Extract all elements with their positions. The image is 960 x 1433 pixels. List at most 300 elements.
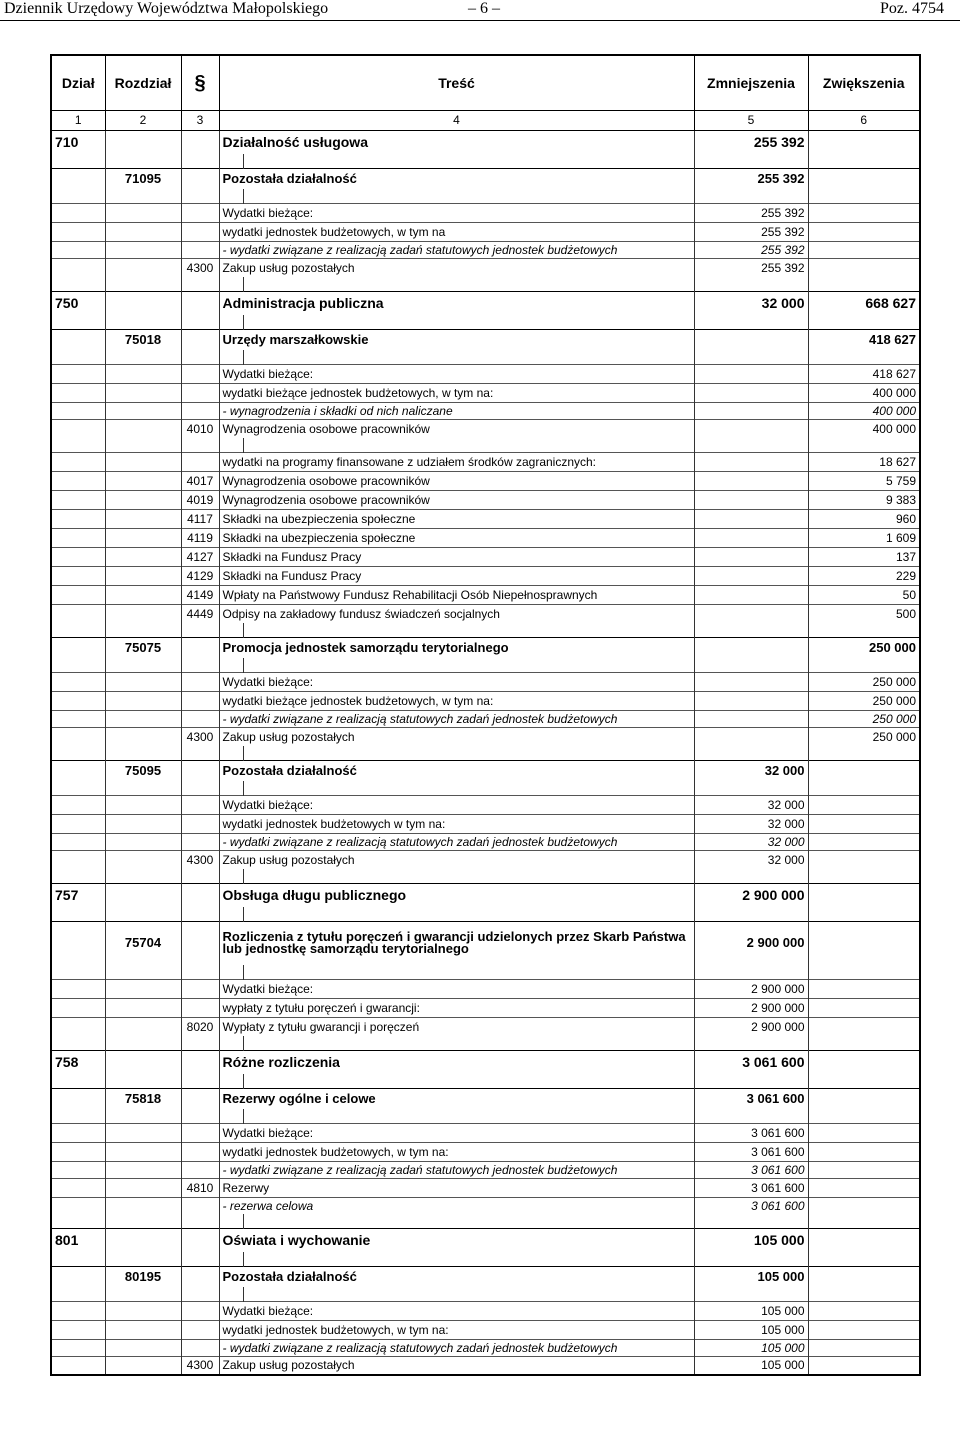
zmniejszenia-cell <box>694 637 808 658</box>
table-row <box>51 921 920 965</box>
rozdzial-cell: 75018 <box>105 329 181 350</box>
paragraf-cell <box>181 222 219 241</box>
rozdzial-cell: 75818 <box>105 1088 181 1109</box>
zwiekszenia-cell <box>808 998 920 1017</box>
zwiekszenia-cell <box>808 1214 920 1228</box>
tresc-cell: Składki na ubezpieczenia społeczne <box>219 528 694 547</box>
table-row <box>51 1017 920 1036</box>
spacer-row <box>51 1214 920 1228</box>
zwiekszenia-cell <box>808 315 920 329</box>
zmniejszenia-cell <box>694 364 808 383</box>
rozdzial-cell <box>105 998 181 1017</box>
zmniejszenia-cell: 3 061 600 <box>694 1142 808 1161</box>
zwiekszenia-cell <box>808 623 920 637</box>
zmniejszenia-cell <box>694 547 808 566</box>
zwiekszenia-cell <box>808 965 920 979</box>
zmniejszenia-cell <box>694 907 808 921</box>
rozdzial-cell <box>105 471 181 490</box>
indent-cell <box>219 315 243 329</box>
zmniejszenia-cell <box>694 604 808 623</box>
tresc-cell: Wynagrodzenia osobowe pracowników <box>219 490 694 509</box>
rozdzial-cell <box>105 1074 181 1088</box>
table-row <box>51 509 920 528</box>
paragraf-cell: 4129 <box>181 566 219 585</box>
spacer-row <box>51 1074 920 1088</box>
paragraf-cell <box>181 154 219 168</box>
paragraf-cell <box>181 760 219 781</box>
page-number: – 6 – <box>468 0 500 17</box>
rozdzial-cell <box>105 1320 181 1339</box>
zmniejszenia-cell <box>694 1287 808 1301</box>
spacer-row <box>51 965 920 979</box>
zmniejszenia-cell: 32 000 <box>694 760 808 781</box>
zwiekszenia-cell: 400 000 <box>808 402 920 419</box>
paragraf-cell <box>181 1123 219 1142</box>
zmniejszenia-cell <box>694 350 808 364</box>
zmniejszenia-cell <box>694 471 808 490</box>
dzial-cell <box>51 419 105 438</box>
table-body <box>51 130 920 1375</box>
table-row <box>51 727 920 746</box>
dzial-cell <box>51 383 105 402</box>
table-row <box>51 850 920 869</box>
spacer-row <box>51 438 920 452</box>
zwiekszenia-cell <box>808 658 920 672</box>
zmniejszenia-cell: 105 000 <box>694 1339 808 1356</box>
tresc-cell <box>243 1074 694 1088</box>
dzial-cell <box>51 585 105 604</box>
rozdzial-cell <box>105 241 181 258</box>
dzial-cell <box>51 350 105 364</box>
zmniejszenia-cell <box>694 1036 808 1050</box>
zmniejszenia-cell: 255 392 <box>694 241 808 258</box>
dzial-cell <box>51 727 105 746</box>
paragraf-cell <box>181 921 219 965</box>
col-number: 1 <box>51 110 105 130</box>
dzial-cell <box>51 979 105 998</box>
zmniejszenia-cell: 2 900 000 <box>694 921 808 965</box>
zmniejszenia-cell <box>694 672 808 691</box>
dzial-cell <box>51 1142 105 1161</box>
dzial-cell <box>51 452 105 471</box>
tresc-cell: Wydatki bieżące: <box>219 1123 694 1142</box>
tresc-cell: Administracja publiczna <box>219 291 694 315</box>
paragraf-cell <box>181 979 219 998</box>
dzial-cell <box>51 1214 105 1228</box>
spacer-row <box>51 869 920 883</box>
tresc-cell: Wydatki bieżące: <box>219 1301 694 1320</box>
zmniejszenia-cell: 32 000 <box>694 814 808 833</box>
table-row <box>51 291 920 315</box>
tresc-cell <box>243 623 694 637</box>
tresc-cell: Składki na Fundusz Pracy <box>219 547 694 566</box>
zmniejszenia-cell <box>694 965 808 979</box>
zmniejszenia-cell <box>694 189 808 203</box>
rozdzial-cell <box>105 833 181 850</box>
tresc-cell: Rezerwy ogólne i celowe <box>219 1088 694 1109</box>
dzial-cell <box>51 528 105 547</box>
spacer-row <box>51 154 920 168</box>
tresc-cell: Wydatki bieżące: <box>219 364 694 383</box>
zwiekszenia-cell: 500 <box>808 604 920 623</box>
tresc-cell: - wydatki związane z realizacją zadań statutowych jednostek budżetowych <box>219 1161 694 1178</box>
indent-cell <box>219 189 243 203</box>
paragraf-cell <box>181 1320 219 1339</box>
tresc-cell <box>243 869 694 883</box>
zwiekszenia-cell: 18 627 <box>808 452 920 471</box>
paragraf-cell <box>181 869 219 883</box>
dzial-cell <box>51 760 105 781</box>
indent-cell <box>219 438 243 452</box>
rozdzial-cell <box>105 623 181 637</box>
dzial-cell <box>51 637 105 658</box>
rozdzial-cell <box>105 710 181 727</box>
zwiekszenia-cell: 50 <box>808 585 920 604</box>
zmniejszenia-cell <box>694 277 808 291</box>
zwiekszenia-cell <box>808 241 920 258</box>
tresc-cell: wydatki jednostek budżetowych, w tym na: <box>219 1320 694 1339</box>
zmniejszenia-cell: 32 000 <box>694 833 808 850</box>
zwiekszenia-cell <box>808 869 920 883</box>
column-number-row <box>51 110 920 130</box>
paragraf-cell <box>181 383 219 402</box>
dzial-cell <box>51 1178 105 1197</box>
dzial-cell <box>51 1088 105 1109</box>
paragraf-cell: 4300 <box>181 850 219 869</box>
rozdzial-cell <box>105 1356 181 1375</box>
paragraf-cell <box>181 1036 219 1050</box>
dzial-cell <box>51 1252 105 1266</box>
dzial-cell <box>51 1339 105 1356</box>
zmniejszenia-cell <box>694 623 808 637</box>
rozdzial-cell <box>105 781 181 795</box>
table-row <box>51 222 920 241</box>
paragraf-cell <box>181 1109 219 1123</box>
tresc-cell <box>243 965 694 979</box>
page-header <box>0 0 960 21</box>
dzial-cell: 710 <box>51 130 105 154</box>
zwiekszenia-cell: 9 383 <box>808 490 920 509</box>
spacer-row <box>51 277 920 291</box>
zmniejszenia-cell <box>694 1074 808 1088</box>
spacer-row <box>51 1109 920 1123</box>
dzial-cell <box>51 623 105 637</box>
tresc-cell: Pozostała działalność <box>219 1266 694 1287</box>
zwiekszenia-cell: 250 000 <box>808 691 920 710</box>
tresc-cell: Rezerwy <box>219 1178 694 1197</box>
dzial-cell <box>51 795 105 814</box>
zmniejszenia-cell: 2 900 000 <box>694 883 808 907</box>
paragraf-cell <box>181 1161 219 1178</box>
paragraf-cell <box>181 781 219 795</box>
zwiekszenia-cell <box>808 795 920 814</box>
paragraf-cell <box>181 1088 219 1109</box>
dzial-cell: 750 <box>51 291 105 315</box>
indent-cell <box>219 907 243 921</box>
dzial-cell <box>51 364 105 383</box>
zwiekszenia-cell <box>808 203 920 222</box>
tresc-cell: Urzędy marszałkowskie <box>219 329 694 350</box>
rozdzial-cell <box>105 350 181 364</box>
tresc-cell: Zakup usług pozostałych <box>219 258 694 277</box>
zwiekszenia-cell <box>808 814 920 833</box>
paragraf-cell <box>181 241 219 258</box>
paragraf-cell <box>181 168 219 189</box>
tresc-cell: Rozliczenia z tytułu poręczeń i gwarancji udzielonych przez Skarb Państwa lub jednostkę samorządu terytorialnego <box>219 921 694 965</box>
zwiekszenia-cell <box>808 1109 920 1123</box>
dzial-cell <box>51 1161 105 1178</box>
spacer-row <box>51 315 920 329</box>
tresc-cell: wypłaty z tytułu poręczeń i gwarancji: <box>219 998 694 1017</box>
table-row <box>51 998 920 1017</box>
zmniejszenia-cell: 105 000 <box>694 1301 808 1320</box>
zwiekszenia-cell <box>808 1161 920 1178</box>
indent-cell <box>219 781 243 795</box>
paragraf-cell: 4119 <box>181 528 219 547</box>
zmniejszenia-cell: 32 000 <box>694 850 808 869</box>
zwiekszenia-cell <box>808 1320 920 1339</box>
tresc-cell <box>243 658 694 672</box>
rozdzial-cell <box>105 1161 181 1178</box>
zwiekszenia-cell: 960 <box>808 509 920 528</box>
paragraf-cell <box>181 1252 219 1266</box>
table-row <box>51 419 920 438</box>
paragraf-cell <box>181 637 219 658</box>
rozdzial-cell <box>105 130 181 154</box>
tresc-cell <box>243 315 694 329</box>
zwiekszenia-cell <box>808 979 920 998</box>
dzial-cell <box>51 1301 105 1320</box>
table-row <box>51 452 920 471</box>
tresc-cell <box>243 1287 694 1301</box>
dzial-cell <box>51 154 105 168</box>
zmniejszenia-cell: 3 061 600 <box>694 1123 808 1142</box>
table-row <box>51 1142 920 1161</box>
table-row <box>51 1228 920 1252</box>
paragraf-cell <box>181 907 219 921</box>
rozdzial-cell <box>105 883 181 907</box>
rozdzial-cell <box>105 1339 181 1356</box>
tresc-cell: Obsługa długu publicznego <box>219 883 694 907</box>
paragraf-cell <box>181 1228 219 1252</box>
zwiekszenia-cell <box>808 1339 920 1356</box>
rozdzial-cell <box>105 402 181 419</box>
table-row <box>51 637 920 658</box>
paragraf-cell <box>181 795 219 814</box>
zwiekszenia-cell: 400 000 <box>808 383 920 402</box>
rozdzial-cell <box>105 1287 181 1301</box>
zwiekszenia-cell: 137 <box>808 547 920 566</box>
zwiekszenia-cell: 250 000 <box>808 727 920 746</box>
zmniejszenia-cell <box>694 585 808 604</box>
tresc-cell: - wynagrodzenia i składki od nich naliczane <box>219 402 694 419</box>
rozdzial-cell <box>105 1142 181 1161</box>
rozdzial-cell <box>105 965 181 979</box>
spacer-row <box>51 623 920 637</box>
tresc-cell: - wydatki związane z realizacją statutowych zadań jednostek budżetowych <box>219 833 694 850</box>
dzial-cell <box>51 1320 105 1339</box>
tresc-cell: Składki na ubezpieczenia społeczne <box>219 509 694 528</box>
paragraf-cell: 4149 <box>181 585 219 604</box>
zwiekszenia-cell <box>808 1197 920 1214</box>
zmniejszenia-cell: 3 061 600 <box>694 1197 808 1214</box>
tresc-cell: Wypłaty z tytułu gwarancji i poręczeń <box>219 1017 694 1036</box>
rozdzial-cell: 80195 <box>105 1266 181 1287</box>
dzial-cell <box>51 1356 105 1375</box>
rozdzial-cell <box>105 258 181 277</box>
zmniejszenia-cell: 105 000 <box>694 1356 808 1375</box>
table-row <box>51 471 920 490</box>
rozdzial-cell <box>105 528 181 547</box>
col-number: 3 <box>181 110 219 130</box>
spacer-row <box>51 350 920 364</box>
dzial-cell <box>51 1266 105 1287</box>
tresc-cell: Zakup usług pozostałych <box>219 1356 694 1375</box>
paragraf-cell <box>181 1050 219 1074</box>
zmniejszenia-cell: 105 000 <box>694 1228 808 1252</box>
table-row <box>51 1339 920 1356</box>
tresc-cell: Pozostała działalność <box>219 168 694 189</box>
spacer-row <box>51 781 920 795</box>
dzial-cell <box>51 604 105 623</box>
tresc-cell: Wydatki bieżące: <box>219 672 694 691</box>
dzial-cell <box>51 814 105 833</box>
paragraf-cell <box>181 1339 219 1356</box>
table-row <box>51 203 920 222</box>
tresc-cell: Działalność usługowa <box>219 130 694 154</box>
dzial-cell <box>51 746 105 760</box>
zwiekszenia-cell: 5 759 <box>808 471 920 490</box>
indent-cell <box>219 277 243 291</box>
zmniejszenia-cell <box>694 452 808 471</box>
zmniejszenia-cell: 32 000 <box>694 795 808 814</box>
indent-cell <box>219 623 243 637</box>
rozdzial-cell <box>105 979 181 998</box>
rozdzial-cell <box>105 490 181 509</box>
column-header-row <box>51 55 920 110</box>
zmniejszenia-cell <box>694 1109 808 1123</box>
dzial-cell <box>51 438 105 452</box>
table-row <box>51 547 920 566</box>
table-row <box>51 402 920 419</box>
tresc-cell <box>243 1252 694 1266</box>
table-row <box>51 814 920 833</box>
rozdzial-cell <box>105 364 181 383</box>
spacer-row <box>51 1036 920 1050</box>
dzial-cell: 801 <box>51 1228 105 1252</box>
rozdzial-cell <box>105 814 181 833</box>
table-row <box>51 258 920 277</box>
tresc-cell: - wydatki związane z realizacją statutowych zadań jednostek budżetowych <box>219 710 694 727</box>
zmniejszenia-cell <box>694 869 808 883</box>
paragraf-cell <box>181 1287 219 1301</box>
zmniejszenia-cell: 3 061 600 <box>694 1178 808 1197</box>
col-number: 5 <box>694 110 808 130</box>
rozdzial-cell <box>105 315 181 329</box>
rozdzial-cell: 75095 <box>105 760 181 781</box>
indent-cell <box>219 869 243 883</box>
zwiekszenia-cell <box>808 154 920 168</box>
table-row <box>51 672 920 691</box>
dzial-cell <box>51 277 105 291</box>
dzial-cell <box>51 490 105 509</box>
zwiekszenia-cell <box>808 438 920 452</box>
paragraf-cell <box>181 883 219 907</box>
rozdzial-cell <box>105 1017 181 1036</box>
dzial-cell <box>51 258 105 277</box>
zwiekszenia-cell <box>808 1228 920 1252</box>
tresc-cell: Różne rozliczenia <box>219 1050 694 1074</box>
table-row <box>51 1178 920 1197</box>
zwiekszenia-cell: 400 000 <box>808 419 920 438</box>
table-row <box>51 691 920 710</box>
zwiekszenia-cell: 229 <box>808 566 920 585</box>
rozdzial-cell <box>105 291 181 315</box>
table-row <box>51 528 920 547</box>
dzial-cell <box>51 241 105 258</box>
tresc-cell: Zakup usług pozostałych <box>219 727 694 746</box>
tresc-cell <box>243 1214 694 1228</box>
rozdzial-cell <box>105 383 181 402</box>
paragraf-cell: 4449 <box>181 604 219 623</box>
dzial-cell <box>51 203 105 222</box>
zwiekszenia-cell <box>808 1050 920 1074</box>
rozdzial-cell <box>105 746 181 760</box>
rozdzial-cell <box>105 1178 181 1197</box>
rozdzial-cell <box>105 795 181 814</box>
budget-table <box>50 54 921 1376</box>
zwiekszenia-cell <box>808 1356 920 1375</box>
spacer-row <box>51 1287 920 1301</box>
paragraf-cell <box>181 452 219 471</box>
dzial-cell <box>51 509 105 528</box>
paragraf-cell <box>181 710 219 727</box>
rozdzial-cell <box>105 566 181 585</box>
table-row <box>51 1356 920 1375</box>
paragraf-cell <box>181 315 219 329</box>
dzial-cell <box>51 672 105 691</box>
tresc-cell: - rezerwa celowa <box>219 1197 694 1214</box>
rozdzial-cell <box>105 1252 181 1266</box>
zmniejszenia-cell: 3 061 600 <box>694 1161 808 1178</box>
dzial-cell <box>51 998 105 1017</box>
rozdzial-cell <box>105 672 181 691</box>
rozdzial-cell <box>105 907 181 921</box>
indent-cell <box>219 154 243 168</box>
col-tresc: Treść <box>219 55 694 110</box>
zmniejszenia-cell: 3 061 600 <box>694 1088 808 1109</box>
zmniejszenia-cell <box>694 658 808 672</box>
rozdzial-cell <box>105 547 181 566</box>
table-row <box>51 329 920 350</box>
indent-cell <box>219 965 243 979</box>
dzial-cell: 758 <box>51 1050 105 1074</box>
zmniejszenia-cell: 2 900 000 <box>694 998 808 1017</box>
zwiekszenia-cell <box>808 189 920 203</box>
rozdzial-cell <box>105 658 181 672</box>
table-row <box>51 490 920 509</box>
tresc-cell: - wydatki związane z realizacją statutowych zadań jednostek budżetowych <box>219 1339 694 1356</box>
table-row <box>51 710 920 727</box>
rozdzial-cell <box>105 1301 181 1320</box>
rozdzial-cell: 75704 <box>105 921 181 965</box>
tresc-cell: wydatki jednostek budżetowych, w tym na <box>219 222 694 241</box>
zwiekszenia-cell <box>808 746 920 760</box>
paragraf-cell <box>181 329 219 350</box>
col-zwiekszenia: Zwiększenia <box>808 55 920 110</box>
paragraf-cell <box>181 672 219 691</box>
spacer-row <box>51 746 920 760</box>
